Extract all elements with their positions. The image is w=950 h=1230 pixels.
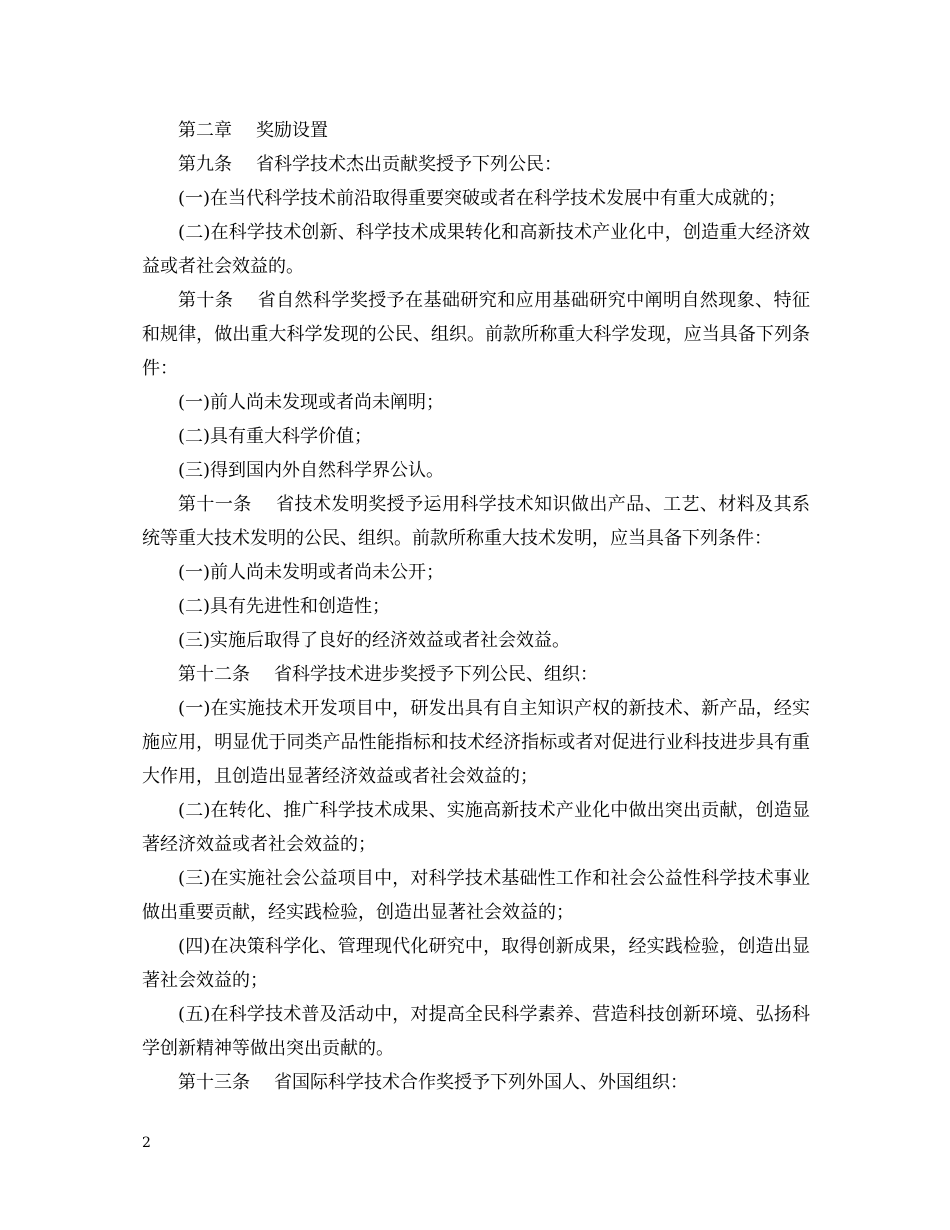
article-heading: 第十条	[178, 290, 234, 311]
clause-paragraph	[142, 862, 810, 930]
clause-paragraph	[142, 420, 810, 454]
paragraph-text: 省自然科学奖授予在基础研究和应用基础研究中阐明自然现象、特征和规律，做出重大科学发现的公民、组织。前款所称重大科学发现，应当具备下列条件：	[142, 290, 811, 379]
article-heading: 第九条	[178, 154, 232, 175]
paragraph-text: (二)具有重大科学价值；	[178, 426, 373, 447]
article-paragraph	[142, 114, 810, 148]
paragraph-text: 省国际科学技术合作奖授予下列外国人、外国组织：	[274, 1072, 688, 1093]
paragraph-text: 奖励设置	[256, 120, 328, 141]
paragraph-text: (二)在转化、推广科学技术成果、实施高新技术产业化中做出突出贡献，创造显著经济效益或者社会效益的；	[142, 800, 810, 855]
clause-paragraph	[142, 386, 810, 420]
paragraph-text: (二)具有先进性和创造性；	[178, 596, 391, 617]
article-paragraph	[142, 658, 810, 692]
paragraph-text: 省科学技术杰出贡献奖授予下列公民：	[256, 154, 562, 175]
article-paragraph	[142, 1066, 810, 1100]
article-heading: 第十三条	[178, 1072, 250, 1093]
clause-paragraph	[142, 692, 810, 794]
paragraph-text: 省科学技术进步奖授予下列公民、组织：	[274, 664, 598, 685]
paragraph-text: (四)在决策科学化、管理现代化研究中，取得创新成果，经实践检验，创造出显著社会效益的；	[142, 936, 810, 991]
clause-paragraph	[142, 930, 810, 998]
article-heading: 第十一条	[178, 494, 252, 515]
clause-paragraph	[142, 624, 810, 658]
page-number: 2	[142, 1135, 151, 1151]
clause-paragraph	[142, 590, 810, 624]
article-paragraph	[142, 284, 810, 386]
article-heading: 第十二条	[178, 664, 250, 685]
article-paragraph	[142, 148, 810, 182]
paragraph-text: 省技术发明奖授予运用科学技术知识做出产品、工艺、材料及其系统等重大技术发明的公民、组织。前款所称重大技术发明，应当具备下列条件：	[142, 494, 811, 549]
article-heading: 第二章	[178, 120, 232, 141]
clause-paragraph	[142, 556, 810, 590]
clause-paragraph	[142, 216, 810, 284]
clause-paragraph	[142, 998, 810, 1066]
article-paragraph	[142, 488, 810, 556]
paragraph-text: (三)得到国内外自然科学界公认。	[178, 460, 445, 481]
paragraph-text: (二)在科学技术创新、科学技术成果转化和高新技术产业化中，创造重大经济效益或者社会效益的。	[142, 222, 810, 277]
document-body	[142, 114, 810, 1100]
paragraph-text: (一)前人尚未发明或者尚未公开；	[178, 562, 445, 583]
clause-paragraph	[142, 794, 810, 862]
paragraph-text: (三)在实施社会公益项目中，对科学技术基础性工作和社会公益性科学技术事业做出重要贡献，经实践检验，创造出显著社会效益的；	[142, 868, 810, 923]
paragraph-text: (一)前人尚未发现或者尚未阐明；	[178, 392, 445, 413]
paragraph-text: (五)在科学技术普及活动中，对提高全民科学素养、营造科技创新环境、弘扬科学创新精神等做出突出贡献的。	[142, 1004, 810, 1059]
clause-paragraph	[142, 454, 810, 488]
paragraph-text: (一)在实施技术开发项目中，研发出具有自主知识产权的新技术、新产品，经实施应用，明显优于同类产品性能指标和技术经济指标或者对促进行业科技进步具有重大作用，且创造出显著经济效益或者社会效益的；	[142, 698, 810, 787]
clause-paragraph	[142, 182, 810, 216]
paragraph-text: (三)实施后取得了良好的经济效益或者社会效益。	[178, 630, 571, 651]
paragraph-text: (一)在当代科学技术前沿取得重要突破或者在科学技术发展中有重大成就的；	[178, 188, 787, 209]
